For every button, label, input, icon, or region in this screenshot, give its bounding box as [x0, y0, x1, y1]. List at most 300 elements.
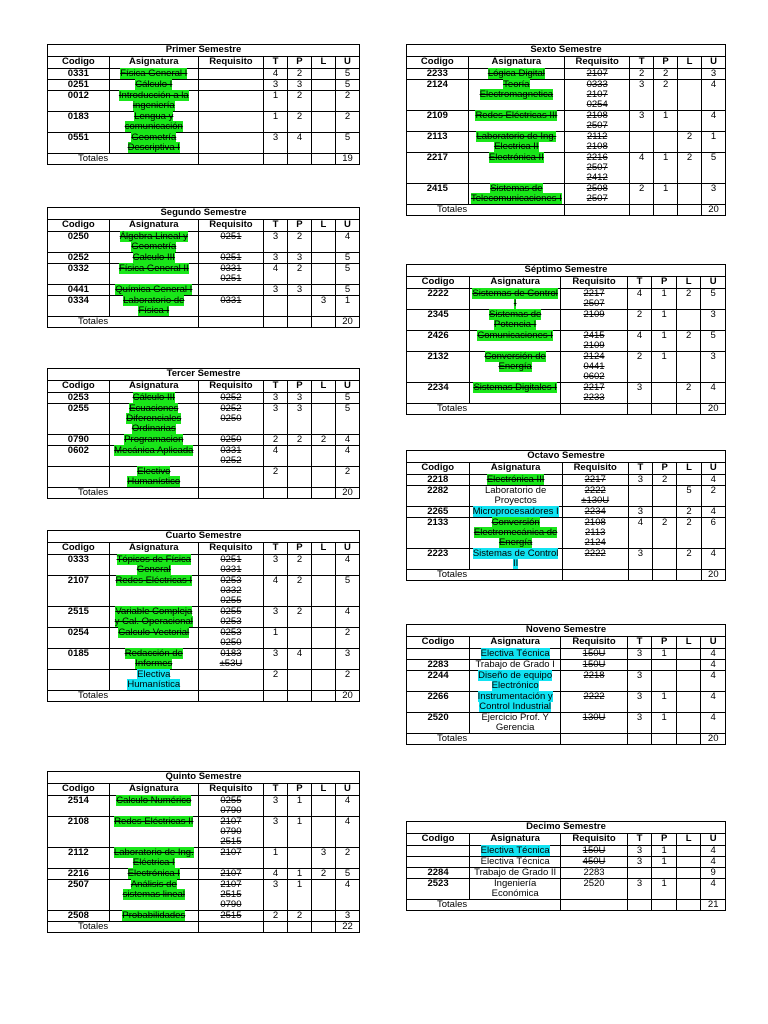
course-code: [48, 670, 110, 691]
totals-empty-cell: [676, 900, 701, 911]
course-hours-p: 1: [652, 310, 677, 331]
course-row: [48, 91, 360, 112]
course-code: [48, 467, 110, 488]
totals-row: [48, 317, 360, 328]
course-hours-u: 5: [335, 80, 359, 91]
column-header-code: Codigo: [48, 57, 110, 69]
column-header-code: Codigo: [48, 220, 110, 232]
course-hours-t: 3: [264, 555, 288, 576]
course-name: Laboratorio de Física I: [123, 295, 185, 316]
course-hours-p: [653, 549, 677, 570]
course-prerequisites: [561, 352, 628, 383]
prerequisite-code: 2515: [220, 889, 242, 900]
column-header-code: Codigo: [407, 463, 470, 475]
course-code: 0334: [48, 296, 110, 317]
course-code: 0331: [48, 69, 110, 80]
course-hours-l: [311, 133, 335, 154]
course-hours-u: 5: [335, 69, 359, 80]
totals-empty-cell: [676, 734, 701, 745]
course-hours-u: 5: [335, 285, 359, 296]
course-name-cell: [109, 264, 198, 285]
course-code: 2216: [48, 869, 110, 880]
prerequisite-code: ±130U: [581, 495, 610, 506]
course-name: Mecánica Aplicada: [114, 445, 194, 456]
course-name: Electivo Humanístico: [127, 466, 181, 487]
course-hours-t: 3: [264, 817, 288, 848]
course-hours-t: 4: [264, 576, 288, 607]
course-hours-t: 3: [627, 649, 652, 660]
column-header-row: [407, 463, 726, 475]
column-header-t: T: [630, 57, 654, 69]
column-header-row: [407, 637, 726, 649]
course-code: 2426: [407, 331, 470, 352]
course-hours-u: 4: [701, 713, 726, 734]
course-name-cell: [468, 184, 565, 205]
course-prerequisites: [198, 112, 263, 133]
course-hours-l: [678, 111, 702, 132]
course-hours-l: 2: [676, 289, 701, 310]
course-name: Electiva Técnica: [480, 648, 550, 659]
course-name-cell: [469, 518, 562, 549]
course-hours-u: 4: [335, 555, 359, 576]
totals-empty-cell: [198, 922, 263, 933]
course-name: Ecuaciones Diferenciales Ordinarias: [126, 403, 182, 434]
course-code: 0441: [48, 285, 110, 296]
course-hours-p: [287, 446, 311, 467]
prerequisite-code: 0254: [586, 99, 608, 110]
prerequisite-code: 2107: [220, 847, 242, 858]
course-name: Laboratorio de Ing. Electrica II: [476, 131, 557, 152]
semester-title: Quinto Semestre: [48, 772, 360, 784]
course-name-cell: [470, 713, 561, 734]
prerequisite-code: 0250: [220, 637, 242, 648]
course-prerequisites: [198, 69, 263, 80]
course-hours-l: [311, 404, 335, 435]
course-hours-u: 3: [701, 310, 726, 331]
column-header-p: P: [653, 463, 677, 475]
course-hours-l: [311, 112, 335, 133]
prerequisite-code: 2113: [584, 527, 606, 538]
course-hours-t: 4: [264, 69, 288, 80]
course-prerequisites: [198, 253, 263, 264]
course-name-cell: [109, 848, 198, 869]
course-hours-t: 3: [627, 857, 652, 868]
course-prerequisites: [565, 111, 630, 132]
course-hours-u: 2: [701, 486, 725, 507]
course-hours-p: 3: [287, 393, 311, 404]
totals-empty-cell: [287, 922, 311, 933]
totals-units: 21: [701, 900, 726, 911]
course-hours-t: 3: [627, 671, 652, 692]
course-code: 2282: [407, 486, 470, 507]
prerequisite-code: 2218: [583, 670, 605, 681]
course-code: 0254: [48, 628, 110, 649]
prerequisite-code: 0331: [220, 263, 242, 274]
semester-table: [406, 624, 726, 745]
prerequisite-code: 0790: [220, 805, 242, 816]
column-header-name: Asignatura: [470, 277, 561, 289]
column-header-u: U: [335, 543, 359, 555]
prerequisite-code: 150U: [582, 845, 606, 856]
course-name: Electrónica III: [486, 474, 545, 485]
course-name-cell: [109, 467, 198, 488]
course-row: [48, 232, 360, 253]
column-header-req: Requisito: [561, 277, 628, 289]
course-hours-l: [311, 628, 335, 649]
prerequisite-code: 0331: [220, 295, 242, 306]
course-hours-p: [653, 486, 677, 507]
column-header-row: [48, 543, 360, 555]
course-hours-u: 3: [335, 649, 359, 670]
prerequisite-code: 2283: [583, 867, 605, 878]
prerequisite-code: 2107: [220, 868, 242, 879]
course-name-cell: [470, 352, 561, 383]
course-code: 2234: [407, 383, 470, 404]
course-hours-l: [676, 846, 701, 857]
course-hours-u: 2: [335, 848, 359, 869]
column-header-name: Asignatura: [109, 57, 198, 69]
course-hours-u: 4: [335, 880, 359, 911]
column-header-req: Requisito: [565, 57, 630, 69]
course-name: Calculo Numérico: [116, 795, 192, 806]
course-hours-u: 4: [701, 507, 725, 518]
semester-table: [47, 44, 360, 165]
course-hours-u: 5: [702, 153, 726, 184]
totals-empty-cell: [287, 488, 311, 499]
course-code: 2508: [48, 911, 110, 922]
course-hours-l: [311, 670, 335, 691]
course-prerequisites: [198, 91, 263, 112]
course-code: 0253: [48, 393, 110, 404]
column-header-p: P: [287, 543, 311, 555]
course-prerequisites: [565, 184, 630, 205]
course-hours-l: [677, 475, 701, 486]
course-name: Redes Eléctricas III: [475, 110, 558, 121]
course-hours-p: 3: [287, 285, 311, 296]
column-header-t: T: [264, 57, 288, 69]
course-hours-u: 4: [701, 660, 726, 671]
course-row: [407, 857, 726, 868]
course-hours-u: 4: [701, 549, 725, 570]
course-row: [407, 660, 726, 671]
course-hours-t: 4: [264, 869, 288, 880]
column-header-req: Requisito: [561, 834, 628, 846]
column-header-t: T: [264, 784, 288, 796]
prerequisite-code: 450U: [582, 856, 606, 867]
column-header-name: Asignatura: [109, 381, 198, 393]
course-code: 2109: [407, 111, 469, 132]
totals-empty-cell: [654, 205, 678, 216]
course-row: [48, 446, 360, 467]
course-name-cell: [109, 649, 198, 670]
course-row: [48, 555, 360, 576]
course-row: [407, 111, 726, 132]
course-name-cell: [109, 232, 198, 253]
course-hours-l: [311, 607, 335, 628]
course-name-cell: [109, 296, 198, 317]
course-name: Electrónica I: [127, 868, 180, 879]
course-hours-t: 2: [264, 435, 288, 446]
column-header-req: Requisito: [562, 463, 628, 475]
totals-units: 20: [702, 205, 726, 216]
course-hours-l: [311, 796, 335, 817]
course-name: Electiva Técnica: [480, 856, 550, 867]
column-header-l: L: [311, 784, 335, 796]
course-prerequisites: [198, 435, 263, 446]
course-hours-u: 4: [335, 446, 359, 467]
course-row: [48, 69, 360, 80]
course-name-cell: [109, 576, 198, 607]
totals-empty-cell: [198, 154, 263, 165]
semester-table: [47, 771, 360, 933]
totals-empty-cell: [287, 691, 311, 702]
course-code: 2507: [48, 880, 110, 911]
course-row: [48, 435, 360, 446]
course-code: 0255: [48, 404, 110, 435]
course-name: Sistemas de Control I: [472, 288, 558, 309]
course-row: [48, 649, 360, 670]
prerequisite-code: 0251: [220, 252, 242, 263]
totals-label: Totales: [407, 900, 561, 911]
column-header-t: T: [627, 637, 652, 649]
course-hours-u: 2: [335, 670, 359, 691]
course-row: [48, 296, 360, 317]
prerequisite-code: 2107: [220, 816, 242, 827]
course-name-cell: [109, 404, 198, 435]
course-hours-t: 2: [264, 467, 288, 488]
course-name-cell: [109, 91, 198, 112]
course-hours-t: 1: [264, 628, 288, 649]
column-header-u: U: [335, 57, 359, 69]
semester-table: [47, 207, 360, 328]
course-name-cell: [470, 383, 561, 404]
totals-empty-cell: [311, 691, 335, 702]
course-name: Diseño de equipo Electrónico: [478, 670, 553, 691]
course-hours-p: 2: [287, 555, 311, 576]
course-name: Conversión de Energía: [484, 351, 546, 372]
totals-row: [407, 570, 726, 581]
course-hours-p: [652, 383, 677, 404]
semester-title: Segundo Semestre: [48, 208, 360, 220]
course-code: 2223: [407, 549, 470, 570]
course-row: [407, 518, 726, 549]
course-hours-p: 2: [653, 475, 677, 486]
course-name-cell: [469, 549, 562, 570]
course-row: [48, 628, 360, 649]
totals-empty-cell: [652, 734, 677, 745]
prerequisite-code: 0250: [220, 413, 242, 424]
course-row: [48, 253, 360, 264]
course-prerequisites: [561, 671, 628, 692]
course-row: [407, 868, 726, 879]
totals-empty-cell: [198, 488, 263, 499]
course-name: Redes Eléctricas I: [115, 575, 193, 586]
column-header-code: Codigo: [407, 57, 469, 69]
course-row: [48, 607, 360, 628]
prerequisite-code: 2222: [584, 548, 606, 559]
course-hours-l: 2: [311, 435, 335, 446]
course-row: [407, 879, 726, 900]
totals-empty-cell: [630, 205, 654, 216]
prerequisite-code: 0253: [220, 627, 242, 638]
totals-empty-cell: [627, 900, 652, 911]
column-header-p: P: [652, 834, 677, 846]
totals-empty-cell: [652, 900, 677, 911]
course-code: 0252: [48, 253, 110, 264]
column-header-l: L: [676, 834, 701, 846]
prerequisite-code: 2216: [586, 152, 608, 163]
column-header-name: Asignatura: [109, 220, 198, 232]
course-hours-l: [676, 352, 701, 383]
totals-units: 20: [701, 570, 725, 581]
course-name-cell: [469, 507, 562, 518]
course-prerequisites: [198, 911, 263, 922]
course-row: [407, 69, 726, 80]
course-row: [407, 310, 726, 331]
totals-label: Totales: [48, 317, 199, 328]
course-hours-t: 2: [630, 184, 654, 205]
totals-label: Totales: [407, 734, 561, 745]
course-code: 2217: [407, 153, 469, 184]
course-hours-u: 4: [701, 671, 726, 692]
course-code: 0183: [48, 112, 110, 133]
course-name-cell: [470, 310, 561, 331]
course-name-cell: [109, 435, 198, 446]
semester-title: Octavo Semestre: [407, 451, 726, 463]
course-hours-u: 5: [335, 133, 359, 154]
course-hours-t: 3: [264, 607, 288, 628]
prerequisite-code: 2508: [586, 183, 608, 194]
course-name: Química General I: [115, 284, 193, 295]
course-hours-l: [678, 184, 702, 205]
course-row: [407, 383, 726, 404]
course-prerequisites: [562, 518, 628, 549]
course-prerequisites: [198, 232, 263, 253]
course-name: Variable Compleja y Cal. Operacional: [114, 606, 193, 627]
course-hours-u: 4: [701, 692, 726, 713]
course-hours-p: 1: [652, 846, 677, 857]
prerequisite-code: 2109: [583, 309, 605, 320]
course-row: [48, 796, 360, 817]
prerequisite-code: 2234: [584, 506, 606, 517]
column-header-req: Requisito: [561, 637, 628, 649]
prerequisite-code: 0255: [220, 606, 242, 617]
course-prerequisites: [562, 507, 628, 518]
course-hours-u: 4: [335, 232, 359, 253]
column-header-l: L: [311, 57, 335, 69]
course-prerequisites: [561, 713, 628, 734]
totals-empty-cell: [311, 154, 335, 165]
course-code: 2113: [407, 132, 469, 153]
semester-title: Noveno Semestre: [407, 625, 726, 637]
prerequisite-code: 2217: [583, 288, 605, 299]
course-name-cell: [470, 331, 561, 352]
prerequisite-code: 2107: [586, 68, 608, 79]
column-header-u: U: [335, 381, 359, 393]
column-header-l: L: [311, 543, 335, 555]
course-hours-l: [311, 264, 335, 285]
course-code: 2345: [407, 310, 470, 331]
course-hours-t: 3: [264, 285, 288, 296]
course-row: [407, 184, 726, 205]
course-name: Análisis de sistemas lineal: [122, 879, 185, 900]
course-name-cell: [470, 660, 561, 671]
totals-units: 22: [335, 922, 359, 933]
course-name-cell: [109, 393, 198, 404]
course-hours-p: 1: [652, 649, 677, 660]
totals-row: [48, 154, 360, 165]
prerequisite-code: 0441: [583, 361, 605, 372]
course-hours-u: 4: [335, 607, 359, 628]
column-header-u: U: [701, 277, 726, 289]
course-prerequisites: [198, 393, 263, 404]
course-hours-u: 4: [701, 383, 726, 404]
course-hours-p: 2: [287, 112, 311, 133]
course-hours-l: 2: [677, 518, 701, 549]
prerequisite-code: 2112: [586, 131, 608, 142]
course-name-cell: [470, 857, 561, 868]
course-prerequisites: [198, 555, 263, 576]
course-prerequisites: [561, 879, 628, 900]
course-name-cell: [109, 880, 198, 911]
course-hours-l: 3: [311, 848, 335, 869]
course-prerequisites: [198, 880, 263, 911]
course-name-cell: [470, 868, 561, 879]
course-name-cell: [109, 555, 198, 576]
course-name-cell: [468, 69, 565, 80]
prerequisite-code: 2109: [583, 340, 605, 351]
course-hours-u: 4: [701, 846, 726, 857]
course-hours-t: 4: [630, 153, 654, 184]
course-name: Ingeniería Económica: [491, 878, 539, 899]
course-hours-t: 3: [627, 383, 652, 404]
course-name: Redacción de Informes: [124, 648, 183, 669]
column-header-u: U: [702, 57, 726, 69]
column-header-l: L: [311, 220, 335, 232]
course-name-cell: [109, 817, 198, 848]
column-header-u: U: [701, 834, 726, 846]
course-hours-p: 2: [287, 576, 311, 607]
course-row: [48, 911, 360, 922]
course-hours-u: 4: [335, 435, 359, 446]
course-hours-l: 2: [678, 132, 702, 153]
prerequisite-code: 0251: [220, 273, 242, 284]
column-header-code: Codigo: [407, 834, 470, 846]
course-prerequisites: [198, 649, 263, 670]
course-hours-u: 2: [335, 628, 359, 649]
course-prerequisites: [561, 868, 628, 879]
column-header-p: P: [652, 637, 677, 649]
totals-row: [48, 922, 360, 933]
course-name: Instrumentación y Control Industrial: [477, 691, 553, 712]
totals-empty-cell: [311, 922, 335, 933]
course-prerequisites: [198, 80, 263, 91]
column-header-p: P: [287, 220, 311, 232]
course-hours-l: 2: [677, 549, 701, 570]
course-hours-u: 3: [335, 911, 359, 922]
course-code: 0332: [48, 264, 110, 285]
course-hours-p: 2: [287, 69, 311, 80]
prerequisite-code: 2520: [583, 878, 605, 889]
column-header-row: [407, 277, 726, 289]
totals-empty-cell: [264, 691, 288, 702]
course-code: 2107: [48, 576, 110, 607]
course-hours-p: 1: [652, 289, 677, 310]
prerequisite-code: 130U: [582, 712, 606, 723]
prerequisite-code: 2124: [584, 537, 606, 548]
prerequisite-code: 0251: [220, 554, 242, 565]
course-hours-l: [311, 817, 335, 848]
